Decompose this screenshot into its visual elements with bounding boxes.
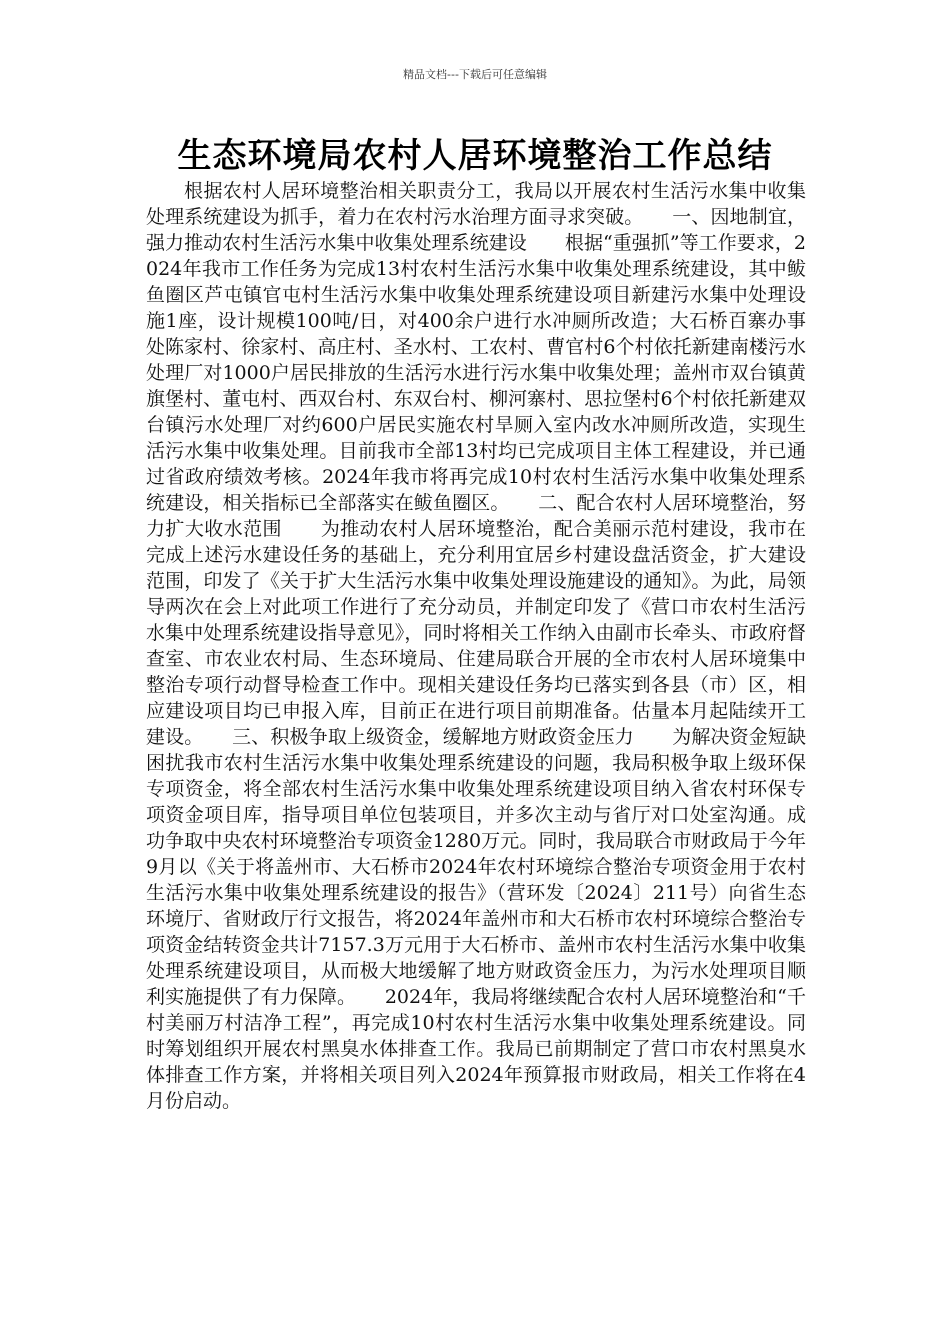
document-body [146, 178, 806, 1114]
body-paragraph: 根据农村人居环境整治相关职责分工，我局以开展农村生活污水集中收集处理系统建设为抓手，着力在农村污水治理方面寻求突破。 一、因地制宜，强力推动农村生活污水集中收集处理系统建设 根据“重强抓”等工作要求，2024年我市工作任务为完成13村农村生活污水集中收集处理系统建设，其中鲅鱼圈区芦屯镇官屯村生活污水集中收集处理系统建设项目新建污水集中处理设施1座，设计规模100吨/日，对400余户进行水冲厕所改造；大石桥百寨办事处陈家村、徐家村、高庄村、圣水村、工农村、曹官村6个村依托新建南楼污水处理厂对1000户居民排放的生活污水进行污水集中收集处理；盖州市双台镇黄旗堡村、董屯村、西双台村、东双台村、柳河寨村、思拉堡村6个村依托新建双台镇污水处理厂对约600户居民实施农村旱厕入室内改水冲厕所改造，实现生活污水集中收集处理。目前我市全部13村均已完成项目主体工程建设，并已通过省政府绩效考核。2024年我市将再完成10村农村生活污水集中收集处理系统建设，相关指标已全部落实在鲅鱼圈区。 二、配合农村人居环境整治，努力扩大收水范围 为推动农村人居环境整治，配合美丽示范村建设，我市在完成上述污水建设任务的基础上，充分利用宜居乡村建设盘活资金，扩大建设范围，印发了《关于扩大生活污水集中收集处理设施建设的通知》。为此，局领导两次在会上对此项工作进行了充分动员，并制定印发了《营口市农村生活污水集中处理系统建设指导意见》，同时将相关工作纳入由副市长牵头、市政府督查室、市农业农村局、生态环境局、住建局联合开展的全市农村人居环境集中整治专项行动督导检查工作中。现相关建设任务均已落实到各县（市）区，相应建设项目均已申报入库，目前正在进行项目前期准备。估量本月起陆续开工建设。 三、积极争取上级资金，缓解地方财政资金压力 为解决资金短缺困扰我市农村生活污水集中收集处理系统建设的问题，我局积极争取上级环保专项资金，将全部农村生活污水集中收集处理系统建设项目纳入省农村环保专项资金项目库，指导项目单位包装项目，并多次主动与省厅对口处室沟通。成功争取中央农村环境整治专项资金1280万元。同时，我局联合市财政局于今年9月以《关于将盖州市、大石桥市2024年农村环境综合整治专项资金用于农村生活污水集中收集处理系统建设的报告》（营环发〔2024〕211号）向省生态环境厅、省财政厅行文报告，将2024年盖州市和大石桥市农村环境综合整治专项资金结转资金共计7157.3万元用于大石桥市、盖州市农村生活污水集中收集处理系统建设项目，从而极大地缓解了地方财政资金压力，为污水处理项目顺利实施提供了有力保障。 2024年，我局将继续配合农村人居环境整治和“千村美丽万村洁净工程”，再完成10村农村生活污水集中收集处理系统建设。同时筹划组织开展农村黑臭水体排查工作。我局已前期制定了营口市农村黑臭水体排查工作方案，并将相关项目列入2024年预算报市财政局，相关工作将在4月份启动。 [146, 180, 806, 1112]
page-header-watermark: 精品文档---下载后可任意编辑 [403, 68, 547, 81]
document-title: 生态环境局农村人居环境整治工作总结 [177, 136, 773, 176]
